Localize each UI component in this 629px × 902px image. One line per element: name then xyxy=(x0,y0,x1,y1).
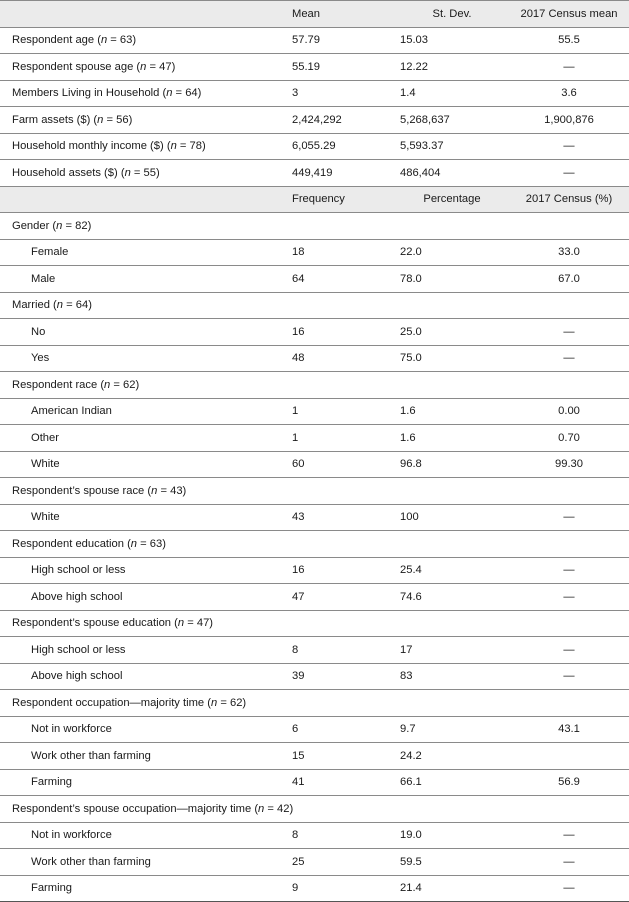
cell-col3: 21.4 xyxy=(395,875,509,902)
cell-col4: — xyxy=(509,849,629,876)
label-count: = 64) xyxy=(172,87,202,100)
label-text: Household assets ($) ( xyxy=(12,166,125,179)
cell-col4: 67.0 xyxy=(509,266,629,293)
table-body xyxy=(0,1,629,902)
cell-col3: 9.7 xyxy=(395,716,509,743)
cell-col3: 19.0 xyxy=(395,822,509,849)
label-text: Members Living in Household ( xyxy=(12,87,167,100)
cell-col4: 3.6 xyxy=(509,80,629,107)
row-label xyxy=(0,160,281,187)
cell-col3: 74.6 xyxy=(395,584,509,611)
table-row xyxy=(0,80,629,107)
n-symbol: n xyxy=(177,617,185,630)
cell-col4: — xyxy=(509,133,629,160)
cell-col4: — xyxy=(509,54,629,81)
cell-col3: 83 xyxy=(395,663,509,690)
group-header-row xyxy=(0,531,629,558)
cell-col2: 6,055.29 xyxy=(281,133,395,160)
label-count: = 63) xyxy=(137,537,166,550)
label-count: = 55) xyxy=(130,166,160,179)
table-row xyxy=(0,504,629,531)
row-label: Above high school xyxy=(0,584,281,611)
header-cell xyxy=(0,186,281,213)
row-label: Female xyxy=(0,239,281,266)
label-text: Respondent’s spouse education ( xyxy=(12,617,178,630)
table-row xyxy=(0,398,629,425)
row-label: Work other than farming xyxy=(0,743,281,770)
group-header-row xyxy=(0,690,629,717)
table-row xyxy=(0,160,629,187)
row-label: Not in workforce xyxy=(0,822,281,849)
n-symbol: n xyxy=(140,60,147,73)
row-label: White xyxy=(0,504,281,531)
n-symbol: n xyxy=(166,87,173,100)
row-label: No xyxy=(0,319,281,346)
cell-col2: 18 xyxy=(281,239,395,266)
label-text: Farm assets ($) ( xyxy=(12,113,98,126)
table-row xyxy=(0,822,629,849)
cell-col2: 16 xyxy=(281,319,395,346)
label-text: Respondent’s spouse occupation—majority time ( xyxy=(12,802,259,815)
cell-col4: 56.9 xyxy=(509,769,629,796)
n-symbol: n xyxy=(170,140,177,153)
cell-col3: 5,268,637 xyxy=(395,107,509,134)
row-label: Not in workforce xyxy=(0,716,281,743)
cell-col2: 1 xyxy=(281,425,395,452)
n-symbol: n xyxy=(210,696,218,709)
cell-col2: 41 xyxy=(281,769,395,796)
header-frequency: Frequency xyxy=(281,186,395,213)
label-count: = 62) xyxy=(217,696,247,709)
table-row xyxy=(0,716,629,743)
row-label: Yes xyxy=(0,345,281,372)
cell-col2: 15 xyxy=(281,743,395,770)
group-header-row xyxy=(0,292,629,319)
cell-col3: 486,404 xyxy=(395,160,509,187)
cell-col3: 75.0 xyxy=(395,345,509,372)
row-label: Other xyxy=(0,425,281,452)
row-label xyxy=(0,54,281,81)
cell-col2: 8 xyxy=(281,822,395,849)
cell-col4: 0.00 xyxy=(509,398,629,425)
cell-col4: — xyxy=(509,345,629,372)
row-label: White xyxy=(0,451,281,478)
cell-col4: — xyxy=(509,663,629,690)
cell-col2: 25 xyxy=(281,849,395,876)
cell-col4: — xyxy=(509,557,629,584)
cell-col3: 24.2 xyxy=(395,743,509,770)
cell-col3: 66.1 xyxy=(395,769,509,796)
cell-col3: 1.4 xyxy=(395,80,509,107)
label-text: Respondent age ( xyxy=(12,34,101,47)
group-header-row xyxy=(0,610,629,637)
row-label xyxy=(0,107,281,134)
cell-col3: 25.0 xyxy=(395,319,509,346)
cell-col4: 33.0 xyxy=(509,239,629,266)
cell-col2: 2,424,292 xyxy=(281,107,395,134)
cell-col2: 64 xyxy=(281,266,395,293)
label-text: Married ( xyxy=(12,299,57,312)
label-count: = 47) xyxy=(146,60,176,73)
group-header-row xyxy=(0,478,629,505)
cell-col2: 1 xyxy=(281,398,395,425)
label-count: = 56) xyxy=(103,113,133,126)
cell-col4: 43.1 xyxy=(509,716,629,743)
label-text: Respondent’s spouse race ( xyxy=(12,484,152,497)
cell-col2: 3 xyxy=(281,80,395,107)
table-row xyxy=(0,133,629,160)
cell-col2: 55.19 xyxy=(281,54,395,81)
cell-col2: 57.79 xyxy=(281,27,395,54)
table-row xyxy=(0,663,629,690)
cell-col2: 9 xyxy=(281,875,395,902)
row-label: American Indian xyxy=(0,398,281,425)
row-label: Farming xyxy=(0,769,281,796)
cell-col3: 12.22 xyxy=(395,54,509,81)
row-label xyxy=(0,478,629,505)
group-header-row xyxy=(0,213,629,240)
n-symbol: n xyxy=(100,34,108,47)
cell-col3: 22.0 xyxy=(395,239,509,266)
table-row xyxy=(0,54,629,81)
label-count: = 42) xyxy=(264,802,294,815)
row-label xyxy=(0,690,629,717)
cell-col2: 43 xyxy=(281,504,395,531)
label-text: Respondent race ( xyxy=(12,378,105,391)
n-symbol: n xyxy=(104,378,111,391)
table-row xyxy=(0,239,629,266)
label-count: = 43) xyxy=(157,484,187,497)
cell-col4: — xyxy=(509,319,629,346)
row-label xyxy=(0,133,281,160)
table-row xyxy=(0,345,629,372)
table-row xyxy=(0,849,629,876)
header-census-mean: 2017 Census mean xyxy=(509,1,629,28)
table-row xyxy=(0,557,629,584)
n-symbol: n xyxy=(56,219,63,232)
row-label xyxy=(0,796,629,823)
label-count: = 62) xyxy=(110,378,140,391)
row-label xyxy=(0,372,629,399)
table-row xyxy=(0,107,629,134)
cell-col4: — xyxy=(509,875,629,902)
n-symbol: n xyxy=(97,113,104,126)
cell-col4: 1,900,876 xyxy=(509,107,629,134)
cell-col4: — xyxy=(509,504,629,531)
cell-col3: 25.4 xyxy=(395,557,509,584)
cell-col4: — xyxy=(509,822,629,849)
row-label: Work other than farming xyxy=(0,849,281,876)
row-label: Above high school xyxy=(0,663,281,690)
cell-col3: 100 xyxy=(395,504,509,531)
table-row xyxy=(0,875,629,902)
table-row xyxy=(0,27,629,54)
header-census-pct: 2017 Census (%) xyxy=(509,186,629,213)
row-label: High school or less xyxy=(0,557,281,584)
label-count: = 47) xyxy=(184,617,214,630)
table-row xyxy=(0,266,629,293)
table-row xyxy=(0,769,629,796)
cell-col3: 59.5 xyxy=(395,849,509,876)
cell-col4: 55.5 xyxy=(509,27,629,54)
header-stdev: St. Dev. xyxy=(395,1,509,28)
cell-col3: 5,593.37 xyxy=(395,133,509,160)
label-text: Gender ( xyxy=(12,219,57,232)
table-row xyxy=(0,451,629,478)
cell-col4 xyxy=(509,743,629,770)
group-header-row xyxy=(0,796,629,823)
n-symbol: n xyxy=(130,537,138,550)
cell-col3: 96.8 xyxy=(395,451,509,478)
cell-col2: 6 xyxy=(281,716,395,743)
cell-col3: 1.6 xyxy=(395,425,509,452)
n-symbol: n xyxy=(258,802,265,815)
row-label: Male xyxy=(0,266,281,293)
cell-col2: 8 xyxy=(281,637,395,664)
header-row-frequency xyxy=(0,186,629,213)
cell-col4: — xyxy=(509,637,629,664)
label-count: = 63) xyxy=(107,34,137,47)
label-count: = 78) xyxy=(176,140,206,153)
cell-col4: 0.70 xyxy=(509,425,629,452)
label-text: Respondent occupation—majority time ( xyxy=(12,696,211,709)
label-text: Household monthly income ($) ( xyxy=(12,140,171,153)
cell-col3: 78.0 xyxy=(395,266,509,293)
row-label xyxy=(0,292,629,319)
cell-col3: 1.6 xyxy=(395,398,509,425)
cell-col4: 99.30 xyxy=(509,451,629,478)
row-label: High school or less xyxy=(0,637,281,664)
cell-col3: 15.03 xyxy=(395,27,509,54)
cell-col4: — xyxy=(509,584,629,611)
cell-col2: 60 xyxy=(281,451,395,478)
cell-col3: 17 xyxy=(395,637,509,664)
cell-col2: 16 xyxy=(281,557,395,584)
cell-col4: — xyxy=(509,160,629,187)
row-label xyxy=(0,610,629,637)
header-cell xyxy=(0,1,281,28)
row-label xyxy=(0,213,629,240)
label-text: Respondent education ( xyxy=(12,537,131,550)
table-row xyxy=(0,637,629,664)
header-percentage: Percentage xyxy=(395,186,509,213)
header-mean: Mean xyxy=(281,1,395,28)
n-symbol: n xyxy=(124,166,131,179)
header-row-means xyxy=(0,1,629,28)
row-label: Farming xyxy=(0,875,281,902)
row-label xyxy=(0,27,281,54)
group-header-row xyxy=(0,372,629,399)
row-label xyxy=(0,531,629,558)
table-row xyxy=(0,743,629,770)
cell-col2: 449,419 xyxy=(281,160,395,187)
n-symbol: n xyxy=(151,484,158,497)
row-label xyxy=(0,80,281,107)
cell-col2: 47 xyxy=(281,584,395,611)
label-count: = 64) xyxy=(63,299,92,312)
n-symbol: n xyxy=(56,299,63,312)
table-row xyxy=(0,425,629,452)
cell-col2: 48 xyxy=(281,345,395,372)
table-row xyxy=(0,584,629,611)
cell-col2: 39 xyxy=(281,663,395,690)
table-row xyxy=(0,319,629,346)
label-count: = 82) xyxy=(62,219,92,232)
label-text: Respondent spouse age ( xyxy=(12,60,141,73)
